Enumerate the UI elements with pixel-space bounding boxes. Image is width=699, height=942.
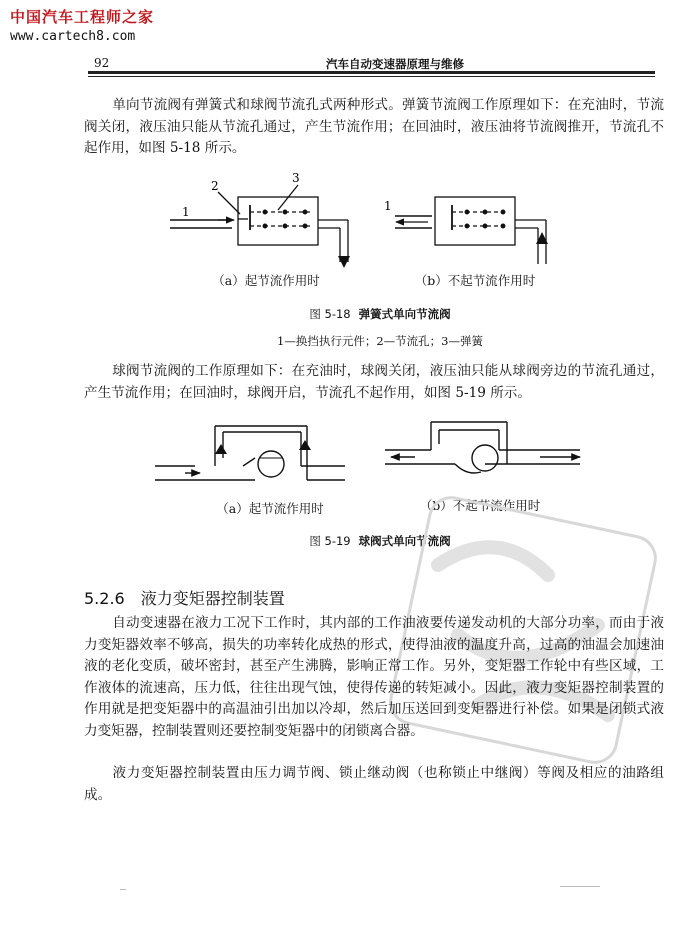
section-number: 5.2.6: [84, 589, 125, 608]
paragraph-2: [84, 361, 664, 404]
fig-5-19-number: 图 5-19: [309, 534, 351, 548]
site-title: 中国汽车工程师之家: [10, 8, 155, 26]
site-url[interactable]: www.cartech8.com: [10, 29, 136, 44]
page-number: 92: [94, 56, 110, 70]
callout-1b: 1: [384, 199, 392, 213]
fig-5-18-title: [250, 306, 510, 322]
fig-5-18-number: 图 5-18: [309, 307, 351, 321]
footer-mark-left: [120, 889, 126, 890]
fig-5-18-legend: 1—换挡执行元件；2—节流孔；3—弹簧: [277, 334, 483, 348]
fig-5-19-caption-b: （b）不起节流作用时: [419, 498, 541, 513]
paragraph-3-text: 自动变速器在液力工况下工作时，其内部的工作油液要传递发动机的大部分功率，而由于液力变矩器效率不够高，损失的功率转化成热的形式，使得油液的温度升高，过高的油温会加速油液的老化变质，破坏密封，甚至产生沸腾，影响正常工作。另外，变矩器工作轮中有些区域，工作液体的流速高，压力低，往往出现气蚀，使得传递的转矩减小。因此，液力变矩器控制装置的作用就是把变矩器中的高温油引出加以冷却，然后加压送回到变矩器进行补偿。如果是闭锁式液力变矩器，控制装置则还要控制变矩器中的闭锁离合器。: [84, 615, 664, 739]
callout-3: 3: [292, 171, 300, 185]
paragraph-1: [84, 95, 664, 160]
diagram-5-19b: [385, 422, 580, 473]
diagram-5-19a: [155, 426, 345, 480]
section-heading: [84, 586, 285, 609]
fig-5-19-title-text: 球阀式单向节流阀: [358, 534, 451, 548]
diagram-5-18a: [170, 185, 350, 268]
figure-5-19-diagram: [155, 410, 585, 490]
figure-5-18-diagram: [170, 170, 570, 280]
paragraph-3: [84, 613, 664, 742]
header-rule-thick: [88, 71, 655, 74]
paragraph-4-text: 液力变矩器控制装置由压力调节阀、锁止继动阀（也称锁止中继阀）等阀及相应的油路组成。: [84, 765, 664, 803]
fig-5-18-caption-a: （a）起节流作用时: [212, 273, 320, 288]
fig-5-18-title-text: 弹簧式单向节流阀: [358, 307, 451, 321]
footer-mark-right: [560, 886, 600, 887]
paragraph-2-text: 球阀节流阀的工作原理如下：在充油时，球阀关闭，液压油只能从球阀旁边的节流孔通过，产生节流作用；在回油时，球阀开启，节流孔不起作用，如图 5-19 所示。: [84, 363, 664, 401]
callout-1a: 1: [182, 205, 190, 219]
fig-5-19-caption-a: （a）起节流作用时: [216, 501, 324, 516]
section-title: 液力变矩器控制装置: [140, 589, 285, 608]
fig-5-18-caption-b: （b）不起节流作用时: [414, 273, 536, 288]
header-rule-thin: [88, 76, 655, 77]
paragraph-4: [84, 763, 664, 806]
callout-2: 2: [211, 179, 219, 193]
running-title: 汽车自动变速器原理与维修: [326, 57, 464, 71]
paragraph-1-text: 单向节流阀有弹簧式和球阀节流孔式两种形式。弹簧节流阀工作原理如下：在充油时，节流阀关闭，液压油只能从节流孔通过，产生节流作用；在回油时，液压油将节流阀推开，节流孔不起作用，如图 5-18 所示。: [84, 97, 664, 156]
diagram-5-18b: [395, 197, 548, 264]
